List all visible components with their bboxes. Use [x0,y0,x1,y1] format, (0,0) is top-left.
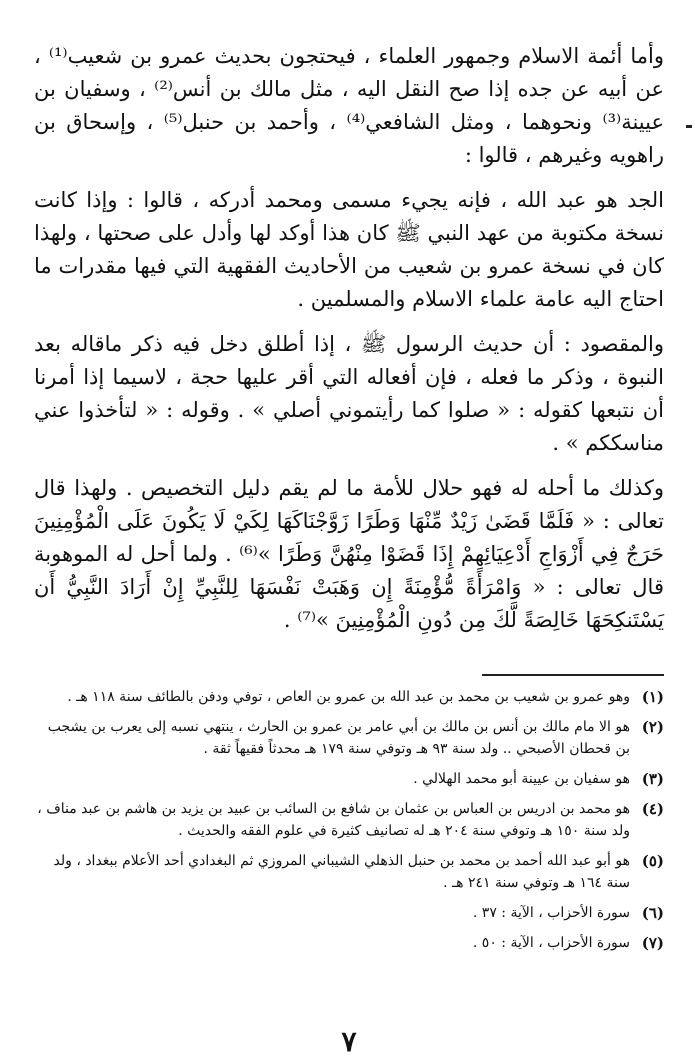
footnote-text: سورة الأحزاب ، الآية : ٣٧ . [472,905,630,921]
footnote-text: هو محمد بن ادريس بن العباس بن عثمان بن شافع بن السائب بن عبيد بن يزيد بن هاشم بن عبد مناف ، ولد سنة ١٥٠ هـ وتوفي سنة ٢٠٤ هـ له تصانيف كثيرة في علوم الفقه والحديث . [37,801,630,839]
paragraph-4: وكذلك ما أحله له فهو حلال للأمة ما لم يقم دليل التخصيص . ولهذا قال تعالى : « فَلَمَّا قَضَىٰ زَيْدٌ مِّنْهَا وَطَرًا زَوَّجْنَاكَهَا لِكَيْ لَا يَكُونَ عَلَى الْمُؤْمِنِينَ حَرَجٌ فِي أَزْوَاجِ أَدْعِيَائِهِمْ إِذَا قَضَوْا مِنْهُنَّ وَطَرًا »⁽⁶⁾ . ولما أحل له الموهوبة قال تعالى : « وَامْرَأَةً مُّؤْمِنَةً إِن وَهَبَتْ نَفْسَهَا لِلنَّبِيِّ إِنْ أَرَادَ النَّبِيُّ أَن يَسْتَنكِحَهَا خَالِصَةً لَّكَ مِن دُونِ الْمُؤْمِنِينَ »⁽⁷⁾ . [34,476,665,632]
footnote-3 [34,768,664,790]
page-number: ٧ [341,1025,357,1058]
footnote-text: هو سفيان بن عيينة أبو محمد الهلالي . [413,771,630,787]
footnote-7 [34,932,664,954]
footnote-5 [34,850,664,894]
footnote-number: (٧) [641,934,664,952]
footnote-text: هو أبو عبد الله أحمد بن محمد بن حنبل الذهلي الشيباني المروزي ثم البغدادي أحد الأعلام ببغداد ، ولد سنة ١٦٤ هـ وتوفي سنة ٢٤١ هـ . [53,853,630,891]
footnote-6 [34,902,664,924]
footnote-number: (٣) [641,770,664,788]
footnote-text: سورة الأحزاب ، الآية : ٥٠ . [472,935,630,951]
footnote-number: (٥) [641,852,664,870]
paragraph-3: والمقصود : أن حديث الرسول ﷺ ، إذا أطلق دخل فيه ذكر ماقاله بعد النبوة ، وذكر ما فعله ، فإن أفعاله التي أقر عليها حجة ، لاسيما إذا أمرنا أن نتبعها كقوله : « صلوا كما رأيتموني أصلي » . وقوله : « لتأخذوا عني مناسككم » . [34,332,664,455]
footnote-number: (٦) [641,904,664,922]
paragraph-2: الجد هو عبد الله ، فإنه يجيء مسمى ومحمد أدركه ، قالوا : وإذا كانت نسخة مكتوبة من عهد النبي ﷺ كان هذا أوكد لها وأدل على صحتها ، ولهذا كان في نسخة عمرو بن شعيب من الأحاديث الفقهية التي فيها مقدرات ما احتاج اليه عامة علماء الاسلام والمسلمين . [34,188,664,311]
footnote-4 [34,798,664,842]
footnote-text: هو الا مام مالك بن أنس بن مالك بن أبي عامر بن عمرو بن الحارث ، ينتهي نسبه إلى يعرب بن يشجب بن قحطان الأصبحي .. ولد سنة ٩٣ هـ وتوفي سنة ١٧٩ هـ محدثاً فقيهاً ثقة . [47,719,630,757]
margin-mark [686,125,692,128]
footnote-1 [34,686,664,708]
footnote-text: وهو عمرو بن شعيب بن محمد بن عبد الله بن عمرو بن العاص ، توفي ودفن بالطائف سنة ١١٨ هـ . [67,689,630,705]
paragraph-1: وأما أئمة الاسلام وجمهور العلماء ، فيحتجون بحديث عمرو بن شعيب⁽¹⁾ ، عن أبيه عن جده إذا صح النقل اليه ، مثل مالك بن أنس⁽²⁾ ، وسفيان بن عيينة⁽³⁾ ونحوهما ، ومثل الشافعي⁽⁴⁾ ، وأحمد بن حنبل⁽⁵⁾ ، وإسحاق بن راهويه وغيرهم ، قالوا : [34,44,665,167]
footnote-number: (٤) [641,800,664,818]
footnote-number: (١) [641,688,664,706]
footnote-number: (٢) [641,718,664,736]
page-body [34,40,665,1058]
footnote-divider [482,674,664,676]
footnotes [34,686,664,962]
footnote-2 [34,716,664,760]
